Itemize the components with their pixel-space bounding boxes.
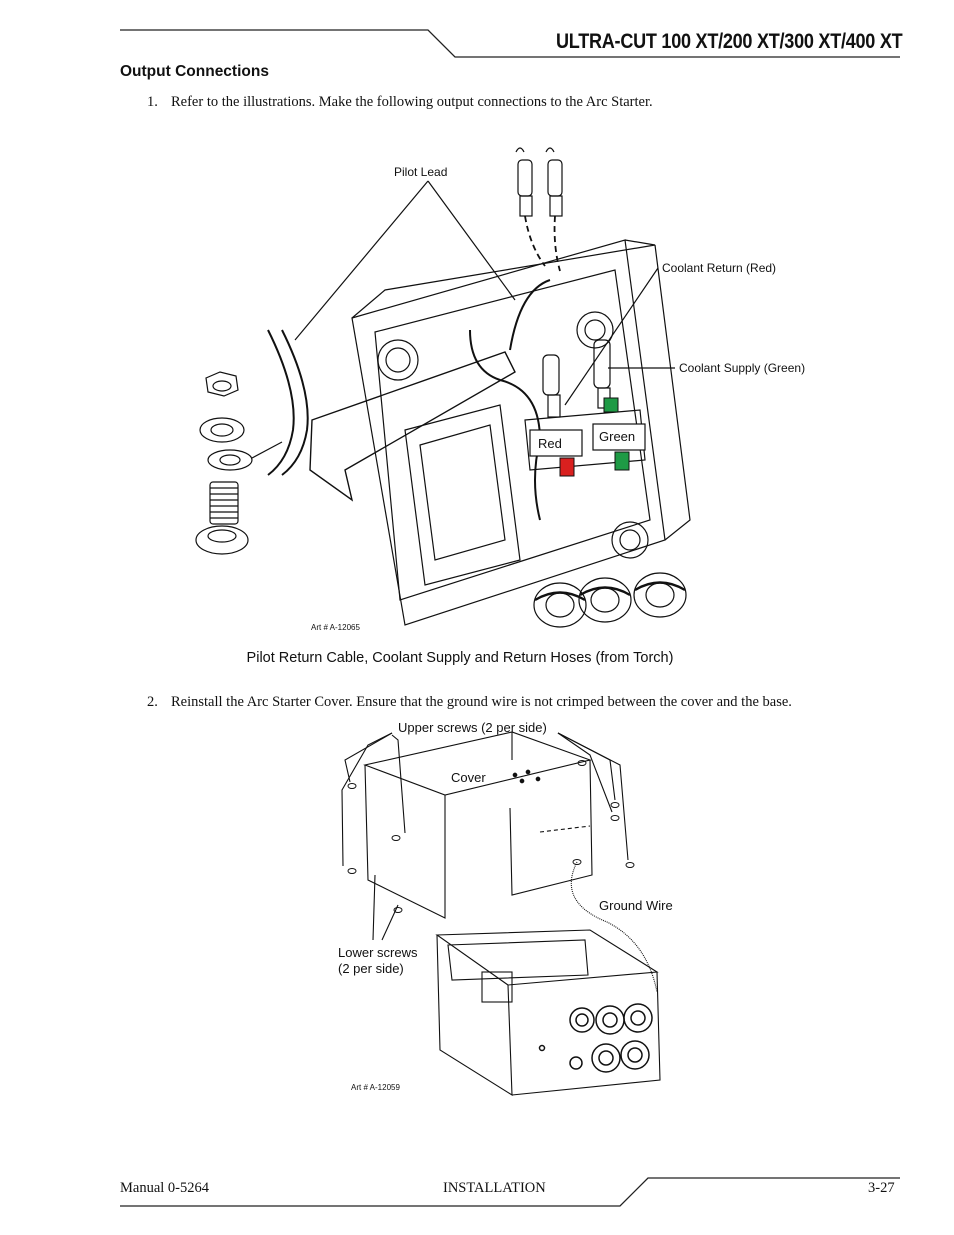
pilot-lead-label: Pilot Lead <box>394 165 448 179</box>
step-2-text: Reinstall the Arc Starter Cover. Ensure that the ground wire is not crimped between the cover and the base. <box>171 694 792 710</box>
footer-page-number: 3-27 <box>868 1180 895 1196</box>
ground-wire-label: Ground Wire <box>599 898 673 913</box>
step-1-text: Refer to the illustrations. Make the following output connections to the Arc Starter. <box>171 94 653 110</box>
figure1-art-number: Art # A-12065 <box>311 623 360 632</box>
page-header-title: ULTRA-CUT 100 XT/200 XT/300 XT/400 XT <box>556 30 903 53</box>
coolant-supply-label: Coolant Supply (Green) <box>679 361 806 375</box>
section-heading: Output Connections <box>120 63 269 80</box>
step-1-number: 1. <box>147 94 158 110</box>
red-fitting-label: Red <box>538 436 562 451</box>
coolant-return-label: Coolant Return (Red) <box>662 261 777 275</box>
lower-screws-sublabel: (2 per side) <box>338 961 404 976</box>
upper-screws-label: Upper screws (2 per side) <box>398 720 547 735</box>
step-2-number: 2. <box>147 694 158 710</box>
lower-screws-label: Lower screws <box>338 945 418 960</box>
figure2-art-number: Art # A-12059 <box>351 1083 400 1092</box>
figure1-caption: Pilot Return Cable, Coolant Supply and Return Hoses (from Torch) <box>246 650 674 666</box>
footer-section: INSTALLATION <box>443 1180 546 1196</box>
cover-label: Cover <box>451 770 486 785</box>
footer-manual-number: Manual 0-5264 <box>120 1180 209 1196</box>
green-fitting-label: Green <box>599 429 636 444</box>
